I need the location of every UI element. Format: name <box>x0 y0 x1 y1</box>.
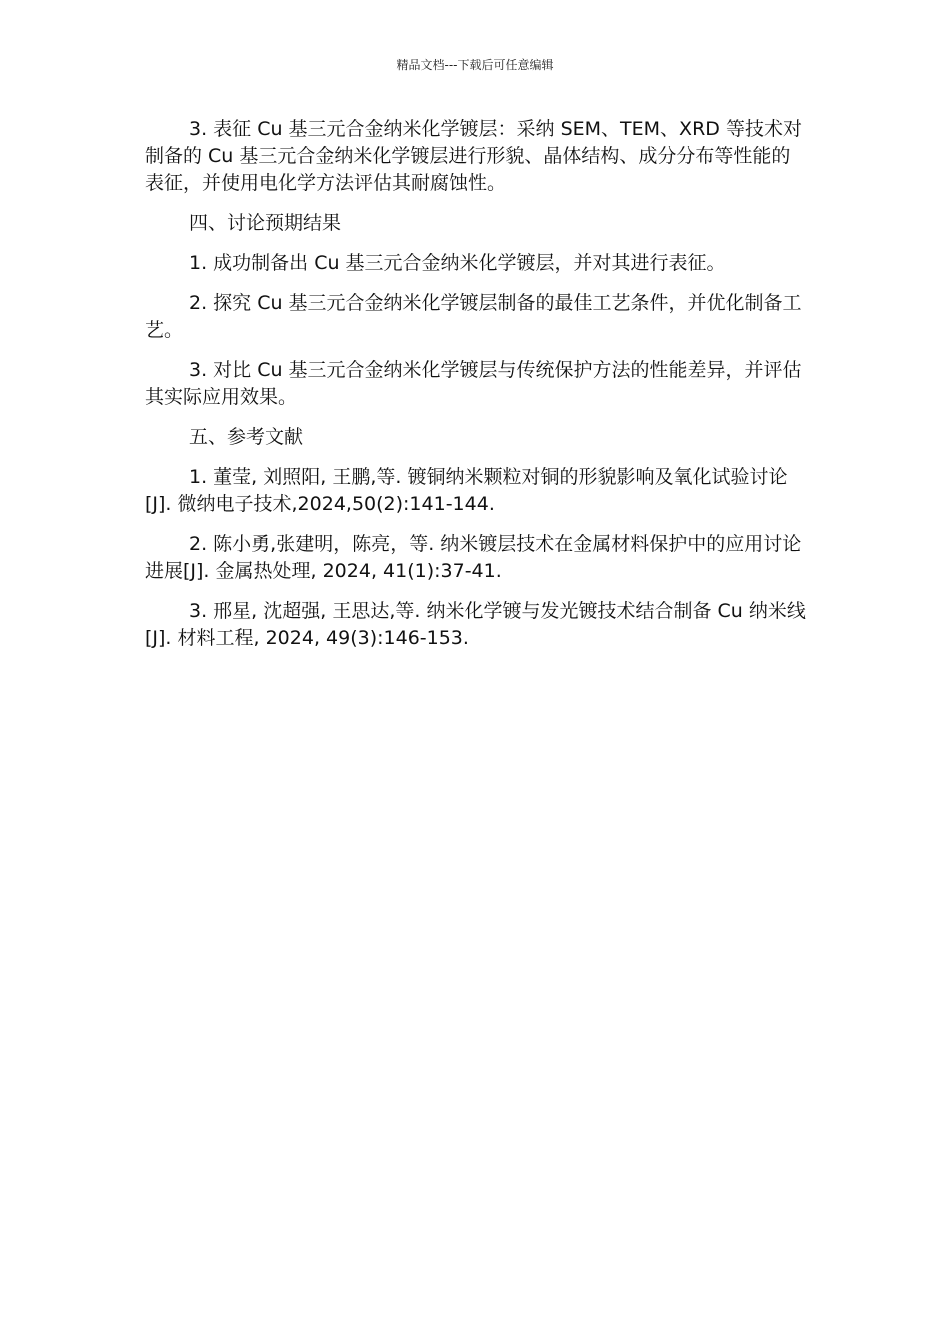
expected-result-3: 3. 对比 Cu 基三元合金纳米化学镀层与传统保护方法的性能差异，并评估其实际应用效果。 <box>145 359 802 408</box>
reference-1: 1. 董莹, 刘照阳, 王鹏,等. 镀铜纳米颗粒对铜的形貌影响及氧化试验讨论[J]. 微纳电子技术,2024,50(2):141-144. <box>145 466 788 515</box>
page-header: 精品文档---下载后可任意编辑 <box>396 58 554 72</box>
section-heading-references: 五、参考文献 <box>189 426 304 448</box>
reference-3: 3. 邢星, 沈超强, 王思达,等. 纳米化学镀与发光镀技术结合制备 Cu 纳米线[J]. 材料工程, 2024, 49(3):146-153. <box>145 600 806 649</box>
expected-result-1: 1. 成功制备出 Cu 基三元合金纳米化学镀层，并对其进行表征。 <box>189 252 726 274</box>
document-body <box>145 116 807 665</box>
expected-result-2: 2. 探究 Cu 基三元合金纳米化学镀层制备的最佳工艺条件，并优化制备工艺。 <box>145 292 802 341</box>
section-heading-expected-results: 四、讨论预期结果 <box>189 212 342 234</box>
paragraph-characterization: 3. 表征 Cu 基三元合金纳米化学镀层：采纳 SEM、TEM、XRD 等技术对制备的 Cu 基三元合金纳米化学镀层进行形貌、晶体结构、成分分布等性能的表征，并使用电化学方法评估其耐腐蚀性。 <box>145 118 802 194</box>
reference-2: 2. 陈小勇,张建明，陈亮，等. 纳米镀层技术在金属材料保护中的应用讨论进展[J]. 金属热处理, 2024, 41(1):37-41. <box>145 533 802 582</box>
